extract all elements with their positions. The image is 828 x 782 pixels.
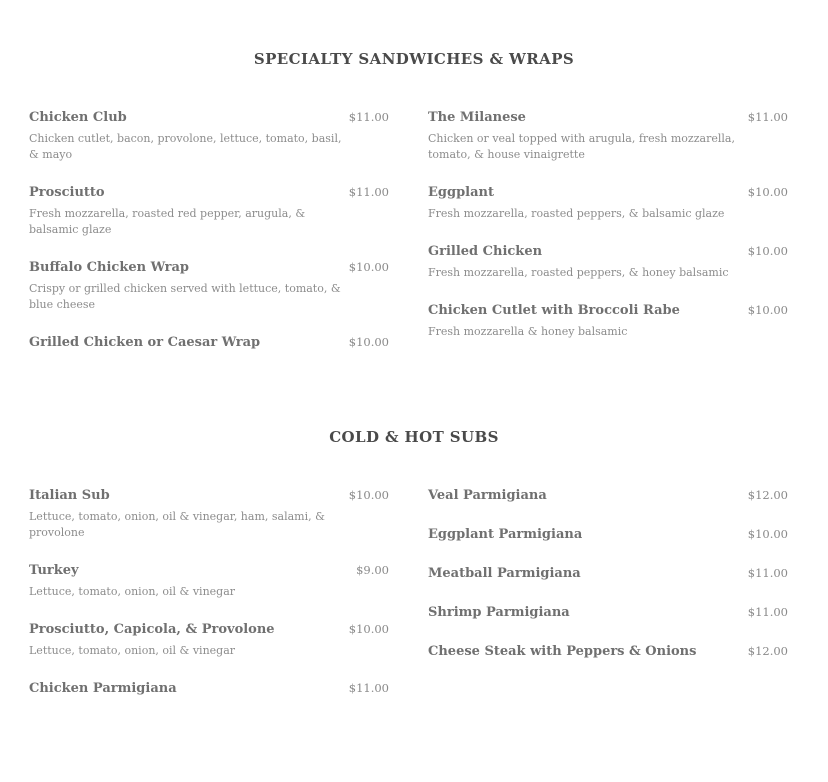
- item-description: Lettuce, tomato, onion, oil & vinegar: [29, 644, 236, 657]
- menu-item: [29, 562, 389, 600]
- item-price: $10.00: [747, 185, 788, 199]
- item-price: $10.00: [747, 303, 788, 317]
- menu-columns: [0, 487, 828, 718]
- menu-item: [29, 621, 389, 659]
- item-description: Chicken or veal topped with arugula, fresh mozzarella, tomato, & house vinaigrette: [428, 132, 735, 161]
- item-name: Grilled Chicken or Caesar Wrap: [29, 335, 261, 350]
- item-name: Prosciutto: [29, 185, 105, 200]
- item-price: $11.00: [348, 185, 389, 199]
- item-price: $10.00: [348, 488, 389, 502]
- item-price: $12.00: [747, 644, 788, 658]
- item-price: $10.00: [348, 335, 389, 349]
- item-description: Lettuce, tomato, onion, oil & vinegar, ham, salami, & provolone: [29, 510, 325, 539]
- menu-item: [428, 604, 788, 621]
- item-name: Buffalo Chicken Wrap: [29, 260, 189, 275]
- item-description: Chicken cutlet, bacon, provolone, lettuce, tomato, basil, & mayo: [29, 132, 342, 161]
- menu-column-right: [428, 487, 788, 718]
- item-description: Fresh mozzarella, roasted red pepper, arugula, & balsamic glaze: [29, 207, 306, 236]
- menu-column-left: [29, 487, 389, 718]
- item-name: Cheese Steak with Peppers & Onions: [428, 644, 697, 659]
- item-price: $9.00: [356, 563, 389, 577]
- item-price: $11.00: [348, 681, 389, 695]
- menu-column-right: [428, 109, 788, 372]
- menu-item: [428, 184, 788, 222]
- menu-item: [428, 109, 788, 163]
- menu-columns: [0, 109, 828, 372]
- menu-item: [29, 109, 389, 163]
- item-name: Turkey: [29, 563, 79, 578]
- item-price: $10.00: [747, 244, 788, 258]
- menu-item: [428, 243, 788, 281]
- item-name: Chicken Parmigiana: [29, 681, 177, 696]
- item-name: Italian Sub: [29, 488, 110, 503]
- item-name: Shrimp Parmigiana: [428, 605, 570, 620]
- item-description: Fresh mozzarella, roasted peppers, & honey balsamic: [428, 266, 729, 279]
- item-price: $11.00: [747, 110, 788, 124]
- item-price: $12.00: [747, 488, 788, 502]
- menu-item: [29, 334, 389, 351]
- menu-item: [29, 184, 389, 238]
- section-title: COLD & HOT SUBS: [329, 428, 499, 446]
- item-price: $11.00: [747, 605, 788, 619]
- menu-section-subs: [0, 372, 828, 718]
- item-price: $10.00: [348, 622, 389, 636]
- menu-item: [428, 643, 788, 660]
- menu-section-specialty: [0, 0, 828, 372]
- item-description: Fresh mozzarella, roasted peppers, & balsamic glaze: [428, 207, 725, 220]
- item-name: Eggplant: [428, 185, 494, 200]
- menu-item: [428, 487, 788, 504]
- item-name: Meatball Parmigiana: [428, 566, 581, 581]
- menu-item: [29, 259, 389, 313]
- menu-item: [428, 565, 788, 582]
- item-description: Fresh mozzarella & honey balsamic: [428, 325, 628, 338]
- item-description: Lettuce, tomato, onion, oil & vinegar: [29, 585, 236, 598]
- item-name: Veal Parmigiana: [428, 488, 547, 503]
- menu-item: [29, 487, 389, 541]
- item-price: $10.00: [747, 527, 788, 541]
- item-price: $10.00: [348, 260, 389, 274]
- item-price: $11.00: [348, 110, 389, 124]
- menu-item: [428, 302, 788, 340]
- menu-column-left: [29, 109, 389, 372]
- menu-item: [29, 680, 389, 697]
- item-description: Crispy or grilled chicken served with lettuce, tomato, & blue cheese: [29, 282, 341, 311]
- item-name: Eggplant Parmigiana: [428, 527, 583, 542]
- menu-item: [428, 526, 788, 543]
- item-name: Chicken Cutlet with Broccoli Rabe: [428, 303, 680, 318]
- item-price: $11.00: [747, 566, 788, 580]
- item-name: Chicken Club: [29, 110, 127, 125]
- section-title: SPECIALTY SANDWICHES & WRAPS: [253, 50, 575, 68]
- item-name: Prosciutto, Capicola, & Provolone: [29, 622, 275, 637]
- item-name: Grilled Chicken: [428, 244, 543, 259]
- item-name: The Milanese: [428, 110, 526, 125]
